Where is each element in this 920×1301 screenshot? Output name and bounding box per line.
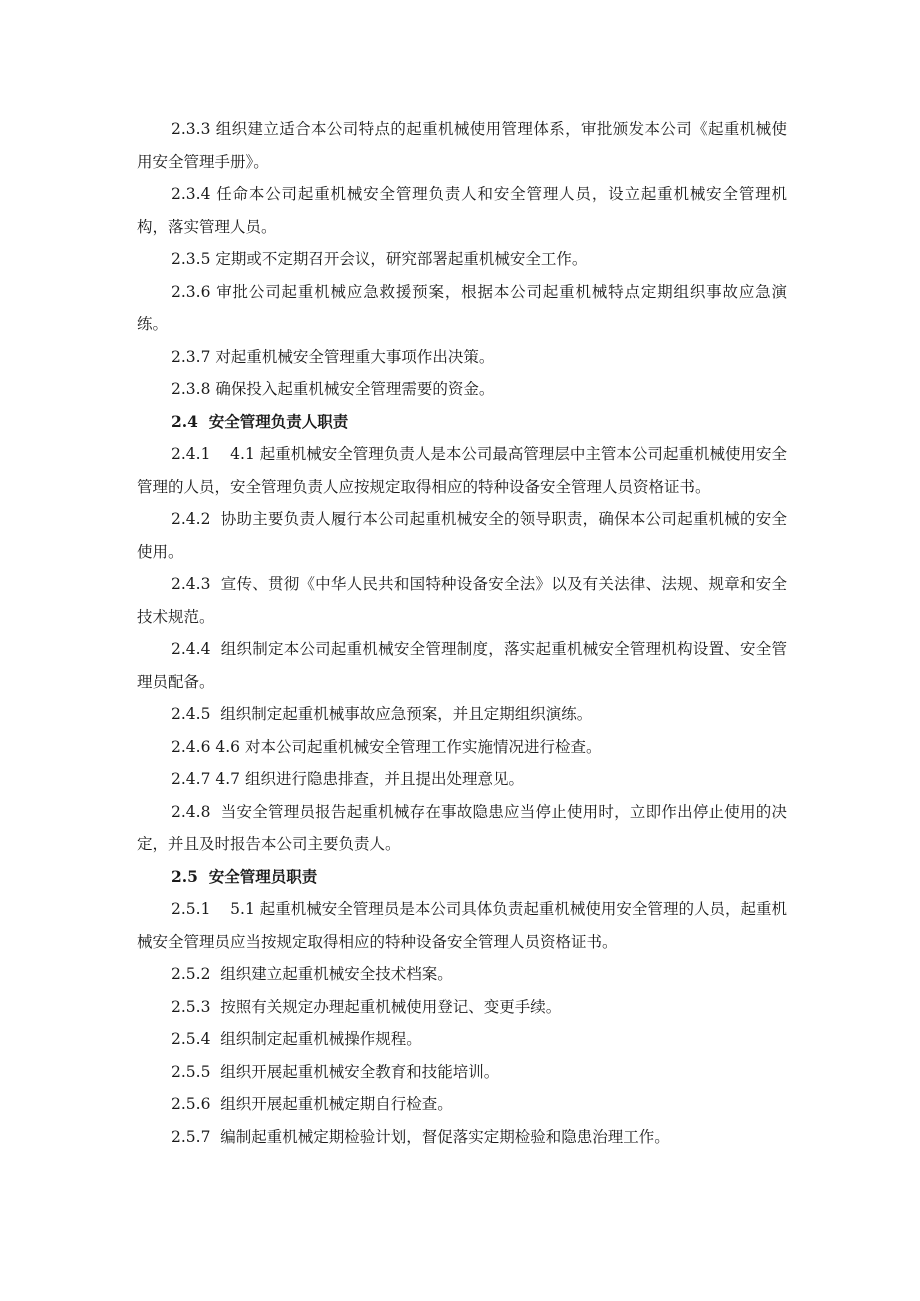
clause-2-5-6: 2.5.6 组织开展起重机械定期自行检查。 [171,1095,453,1113]
clause-2-3-4: 2.3.4 任命本公司起重机械安全管理负责人和安全管理人员，设立起重机械安全管理机构，落实管理人员。 [137,185,787,236]
document-body [137,113,787,1153]
section-heading-2-5: 2.5 安全管理员职责 [171,866,318,886]
clause-2-3-5: 2.3.5 定期或不定期召开会议，研究部署起重机械安全工作。 [171,250,588,268]
clause-2-4-1: 2.4.1 4.1 起重机械安全管理负责人是本公司最高管理层中主管本公司起重机械使用安全管理的人员，安全管理负责人应按规定取得相应的特种设备安全管理人员资格证书。 [137,445,787,496]
clause-2-3-8: 2.3.8 确保投入起重机械安全管理需要的资金。 [171,380,495,398]
clause-2-5-5: 2.5.5 组织开展起重机械安全教育和技能培训。 [171,1062,500,1081]
clause-2-5-3: 2.5.3 按照有关规定办理起重机械使用登记、变更手续。 [171,997,562,1016]
clause-2-5-4: 2.5.4 组织制定起重机械操作规程。 [171,1030,422,1048]
clause-2-5-2: 2.5.2 组织建立起重机械安全技术档案。 [171,965,453,983]
clause-2-5-7: 2.5.7 编制起重机械定期检验计划，督促落实定期检验和隐患治理工作。 [171,1127,670,1146]
section-heading-2-4: 2.4 安全管理负责人职责 [171,411,349,431]
clause-2-4-5: 2.4.5 组织制定起重机械事故应急预案，并且定期组织演练。 [171,705,593,723]
clause-2-4-2: 2.4.2 协助主要负责人履行本公司起重机械安全的领导职责，确保本公司起重机械的安全使用。 [137,510,787,561]
clause-2-4-4: 2.4.4 组织制定本公司起重机械安全管理制度，落实起重机械安全管理机构设置、安全管理员配备。 [137,640,787,691]
clause-2-3-7: 2.3.7 对起重机械安全管理重大事项作出决策。 [171,347,495,366]
clause-2-4-7: 2.4.7 4.7 组织进行隐患排查，并且提出处理意见。 [171,770,524,788]
clause-2-5-1: 2.5.1 5.1 起重机械安全管理员是本公司具体负责起重机械使用安全管理的人员，起重机械安全管理员应当按规定取得相应的特种设备安全管理人员资格证书。 [137,900,787,951]
clause-2-4-8: 2.4.8 当安全管理员报告起重机械存在事故隐患应当停止使用时，立即作出停止使用的决定，并且及时报告本公司主要负责人。 [137,802,787,853]
clause-2-3-6: 2.3.6 审批公司起重机械应急救援预案，根据本公司起重机械特点定期组织事故应急演练。 [137,282,787,333]
clause-2-4-6: 2.4.6 4.6 对本公司起重机械安全管理工作实施情况进行检查。 [171,737,602,756]
clause-2-4-3: 2.4.3 宣传、贯彻《中华人民共和国特种设备安全法》以及有关法律、法规、规章和安全技术规范。 [137,575,787,626]
clause-2-3-3: 2.3.3 组织建立适合本公司特点的起重机械使用管理体系，审批颁发本公司《起重机械使用安全管理手册》。 [137,120,787,171]
